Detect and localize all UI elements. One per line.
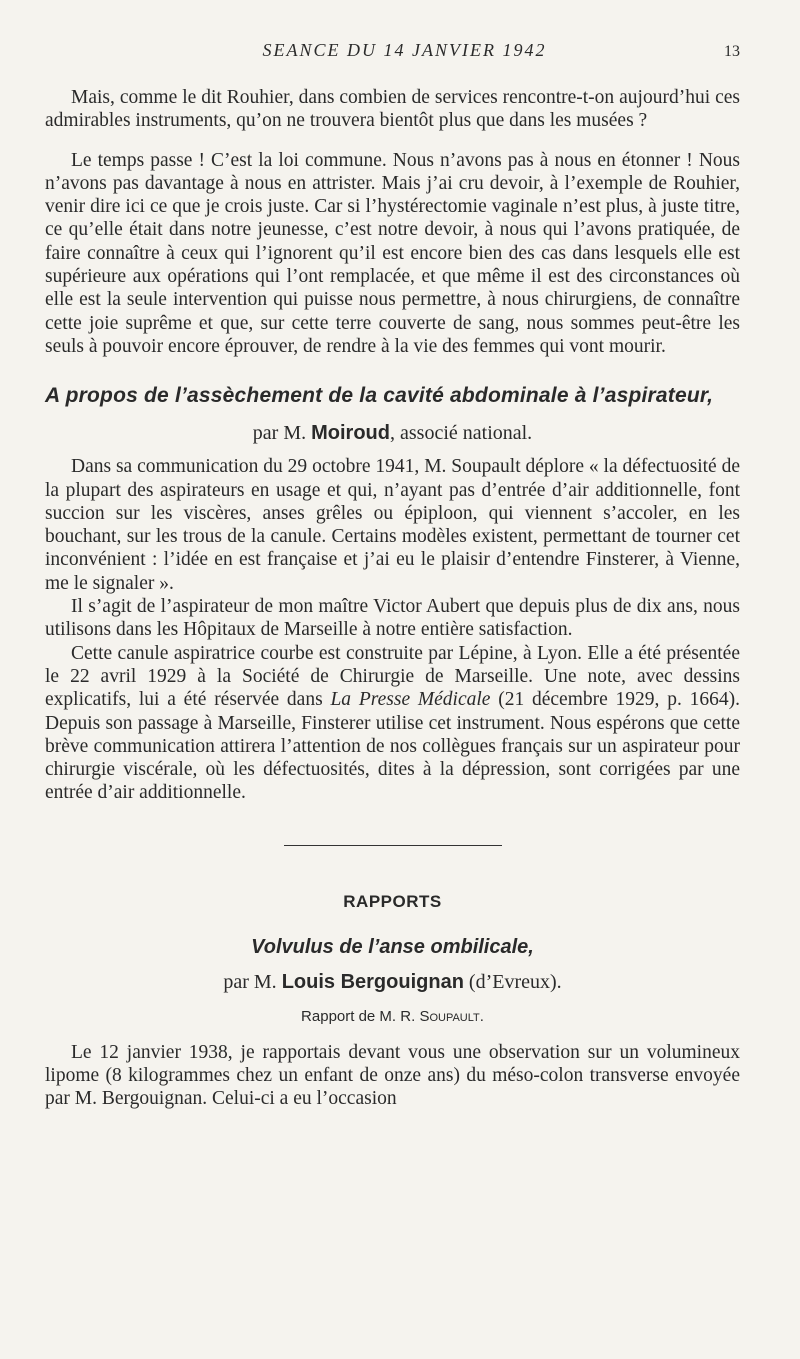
report-title: Volvulus de l’anse ombilicale,	[251, 935, 534, 958]
article-title: A propos de l’assèchement de la cavité abdominale à l’aspirateur,	[45, 384, 714, 408]
section-title: RAPPORTS	[343, 891, 442, 911]
running-title: SEANCE DU 14 JANVIER 1942	[262, 40, 547, 60]
page	[45, 40, 740, 1111]
body-paragraph: Le temps passe ! C’est la loi commune. Nous n’avons pas à nous en étonner ! Nous n’avons pas davantage à nous en attrister. Mais j’ai cru devoir, à l’exemple de Rouhier, venir dire ici ce que je crois juste. Car si l’hystérectomie vaginale n’est plus, à juste titre, ce qu’elle était dans notre jeunesse, c’est notre devoir, à nous qui l’avons pratiquée, de faire connaître à ceux qui l’ignorent qu’il est encore bien des cas dans lesquels elle est supérieure aux opérations qui l’ont remplacée, et que même il est des circonstances où elle est la seule intervention qui puisse nous permettre, à nous chirurgiens, de connaître cette joie suprême et que, sur cette terre couverte de sang, nous sommes peut-être les seuls à pouvoir encore éprouver, de rendre à la vie des femmes qui vont mourir.	[45, 149, 740, 357]
article-p3-a: Cette canule aspiratrice courbe est construite par Lépine, à Lyon. Elle a été présentée le 22 avril 1929 à la Société de Chirurgie de Marseille. Une note, avec dessins explicatifs, lui a été réservée dans	[45, 642, 740, 711]
report-author: Louis Bergouignan	[281, 970, 464, 993]
running-header	[45, 40, 740, 70]
byline-prefix: par M.	[252, 422, 307, 445]
section-divider	[284, 845, 502, 846]
report-byline-prefix: par M.	[223, 970, 277, 993]
page-number: 13	[724, 43, 740, 60]
report-byline-suffix: (d’Evreux).	[463, 970, 562, 993]
report-paragraph-1: Le 12 janvier 1938, je rapportais devant vous une observation sur un volumineux lipome (8 kilogrammes chez un enfant de onze ans) du méso-colon transverse envoyée par M. Bergouignan. Celui-ci a eu l’occasion	[45, 1041, 740, 1110]
article-byline	[45, 422, 740, 445]
rapporteur-name: Soupault.	[419, 1007, 484, 1025]
intro-paragraph: Mais, comme le dit Rouhier, dans combien de services rencontre-t-on aujourd’hui ces admirables instruments, qu’on ne trouvera bientôt plus que dans les musées ?	[45, 87, 740, 132]
article-paragraph-1: Dans sa communication du 29 octobre 1941, M. Soupault déplore « la défectuosité de la plupart des aspirateurs en usage et qui, n’ayant pas d’entrée d’air additionnelle, font succion sur les viscères, anses grêles ou épiploon, qui viennent s’accoler, en les bouchant, sur les trous de la canule. Certains modèles existent, permettant de tourner cet inconvénient : l’idée en est française et j’ai eu le plaisir d’entendre Finsterer, à Vienne, me le signaler ».	[45, 456, 740, 594]
report-byline	[45, 971, 740, 994]
rapporteur-line	[45, 1008, 740, 1025]
article-paragraph-2: Il s’agit de l’aspirateur de mon maître Victor Aubert que depuis plus de dix ans, nous utilisons dans les Hôpitaux de Marseille à notre entière satisfaction.	[45, 596, 740, 641]
article-p3-b: (21 décembre 1929, p. 1664). Depuis son passage à Marseille, Finsterer utilise cet instrument. Nous espérons que cette brève communication attirera l’attention de nos collègues français sur un aspirateur pour chirurgie viscérale, où les défectuosités, dites à la dépression, sont corrigées par une entrée d’air additionnelle.	[45, 689, 740, 804]
article-paragraph-3	[45, 642, 740, 805]
journal-name: La Presse Médicale	[330, 689, 491, 711]
article-author: Moiroud	[311, 422, 390, 445]
byline-suffix: , associé national.	[390, 422, 533, 445]
rapport-prefix: Rapport de M. R.	[301, 1007, 416, 1025]
